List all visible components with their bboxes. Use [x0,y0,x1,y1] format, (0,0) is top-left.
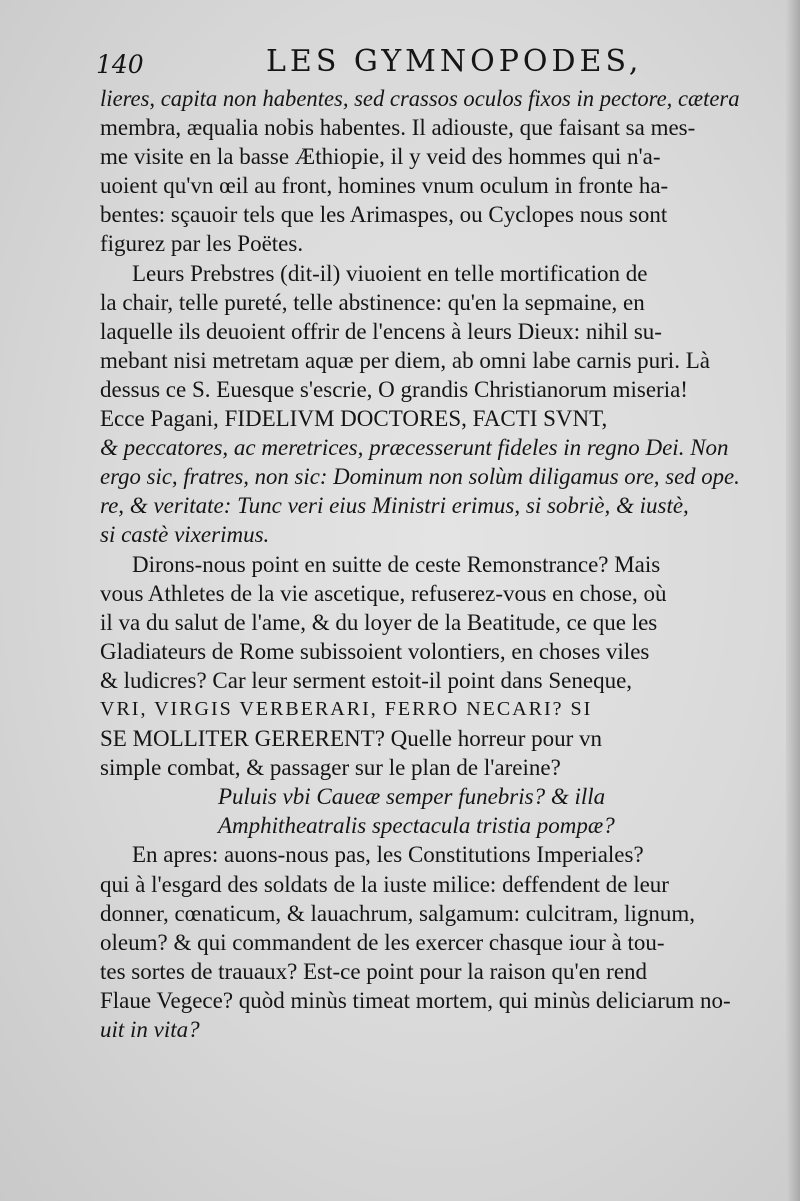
text-line: & ludicres? Car leur serment estoit-il point dans Seneque, [100,667,633,693]
text-line: ergo sic, fratres, non sic: Dominum non solùm diligamus ore, sed ope. [100,464,740,490]
text-line: Ecce Pagani, FIDELIVM DOCTORES, FACTI SVNT, [100,406,608,432]
text-line: vous Athletes de la vie ascetique, refuserez-vous en chose, où [100,580,667,606]
text-line: si castè vixerimus. [100,522,270,548]
text-line: la chair, telle pureté, telle abstinence: qu'en la sepmaine, en [100,289,645,315]
text-line: qui à l'esgard des soldats de la iuste milice: deffendent de leur [100,871,669,897]
text-line: mebant nisi metretam aquæ per diem, ab omni labe carnis puri. Là [100,347,710,373]
text-line: uoient qu'vn œil au front, homines vnum oculum in fronte ha- [100,173,669,199]
text-line: laquelle ils deuoient offrir de l'encens à leurs Dieux: nihil su- [100,318,662,344]
body-text [100,84,740,1044]
text-line: re, & veritate: Tunc veri eius Ministri erimus, si sobriè, & iustè, [100,493,689,519]
text-line: il va du salut de l'ame, & du loyer de la Beatitude, ce que les [100,609,658,635]
running-title: LES GYMNOPODES, [266,44,643,79]
text-line: simple combat, & passager sur le plan de l'areine? [100,755,561,781]
page-edge [786,0,800,1201]
text-line: lieres, capita non habentes, sed crassos oculos fixos in pectore, cætera [100,86,740,111]
text-line: Dirons-nous point en suitte de ceste Remonstrance? Mais [132,551,661,577]
text-line: tes sortes de trauaux? Est-ce point pour la raison qu'en rend [100,958,648,984]
text-line: membra, æqualia nobis habentes. Il adiouste, que faisant sa mes- [100,115,696,141]
text-line: figurez par les Poëtes. [100,231,304,257]
text-line: uit in vita? [100,1017,200,1042]
text-line: Gladiateurs de Rome subissoient volontiers, en choses viles [100,638,650,664]
page-number: 140 [96,50,144,79]
text-line: Flaue Vegece? quòd minùs timeat mortem, qui minùs deliciarum no- [100,987,731,1013]
text-line: & peccatores, ac meretrices, præcesserunt fideles in regno Dei. Non [100,435,729,461]
text-line: me visite en la basse Æthiopie, il y veid des hommes qui n'a- [100,144,661,170]
text-line: bentes: sçauoir tels que les Arimaspes, ou Cyclopes nous sont [100,202,668,228]
text-line: donner, cœnaticum, & lauachrum, salgamum: culcitram, lignum, [100,900,696,926]
text-line: oleum? & qui commandent de les exercer chasque iour à tou- [100,929,665,955]
text-line: Leurs Prebstres (dit-il) viuoient en telle mortification de [132,260,648,286]
page-header [96,44,736,84]
text-line: En apres: auons-nous pas, les Constitutions Imperiales? [132,842,644,868]
verse-line: Puluis vbi Caueæ semper funebris? & illa [218,784,606,810]
verse-line: Amphitheatralis spectacula tristia pompæ? [218,813,615,839]
text-line: SE MOLLITER GERERENT? Quelle horreur pour vn [100,726,603,752]
text-line: VRI, VIRGIS VERBERARI, FERRO NECARI? SI [100,697,593,720]
text-line: dessus ce S. Euesque s'escrie, O grandis Christianorum miseria! [100,376,688,402]
